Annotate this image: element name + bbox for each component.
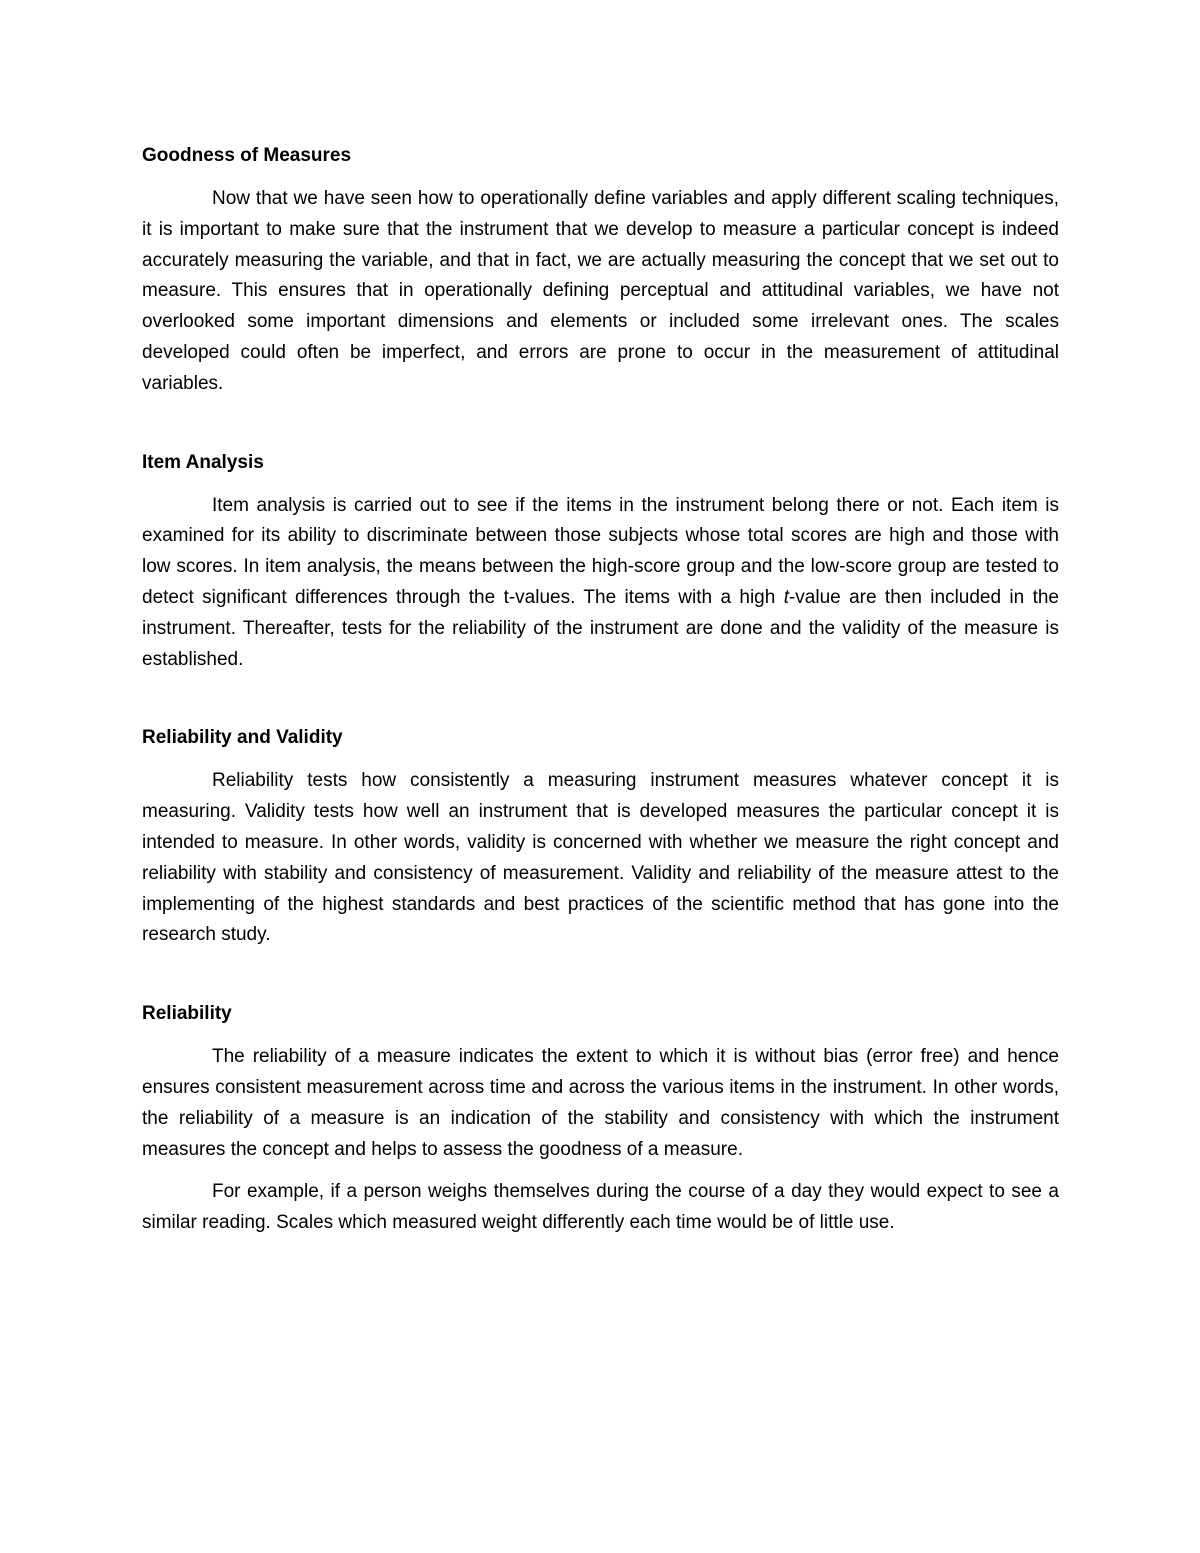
section-heading: Reliability and Validity (142, 727, 343, 749)
paragraph-text-before-italic: Item analysis is carried out to see if the items in the instrument belong there or not. Each item is examined for its ability to discriminate between those subjects whose total scores are high and those with low scores. In item analysis, the means between the high-score group and the low-score group are tested to detect significant differences through the t-values. The items with a high (142, 494, 1059, 608)
section-goodness-of-measures (142, 141, 1059, 400)
paragraph-text-after-italic: -value are then included in the instrument. Thereafter, tests for the reliability of the instrument are done and the validity of the measure is established. (142, 586, 1060, 670)
section-item-analysis (142, 448, 1059, 676)
section-reliability (142, 999, 1059, 1239)
paragraph: The reliability of a measure indicates the extent to which it is without bias (error free) and hence ensures consistent measurement across time and across the various items in the instrument. In other words, the reliability of a measure is an indication of the stability and consistency with which the instrument measures the concept and helps to assess the goodness of a measure. (142, 1046, 1059, 1160)
paragraph: For example, if a person weighs themselves during the course of a day they would expect to see a similar reading. Scales which measured weight differently each time would be of little use. (142, 1181, 1059, 1234)
section-heading: Item Analysis (142, 451, 264, 473)
document-body (142, 141, 1059, 1239)
paragraph: Now that we have seen how to operationally define variables and apply different scaling techniques, it is important to make sure that the instrument that we develop to measure a particular concept is indeed accurately measuring the variable, and that in fact, we are actually measuring the concept that we set out to measure. This ensures that in operationally defining perceptual and attitudinal variables, we have not overlooked some important dimensions and elements or included some irrelevant ones. The scales developed could often be imperfect, and errors are prone to occur in the measurement of attitudinal variables. (142, 188, 1059, 394)
italic-t: t (783, 586, 789, 608)
section-reliability-and-validity (142, 723, 1059, 951)
paragraph: Reliability tests how consistently a measuring instrument measures whatever concept it is measuring. Validity tests how well an instrument that is developed measures the particular concept it is intended to measure. In other words, validity is concerned with whether we measure the right concept and reliability with stability and consistency of measurement. Validity and reliability of the measure attest to the implementing of the highest standards and best practices of the scientific method that has gone into the research study. (142, 770, 1059, 946)
section-heading: Reliability (142, 1003, 232, 1025)
section-heading: Goodness of Measures (142, 145, 352, 166)
paragraph (142, 491, 1059, 676)
